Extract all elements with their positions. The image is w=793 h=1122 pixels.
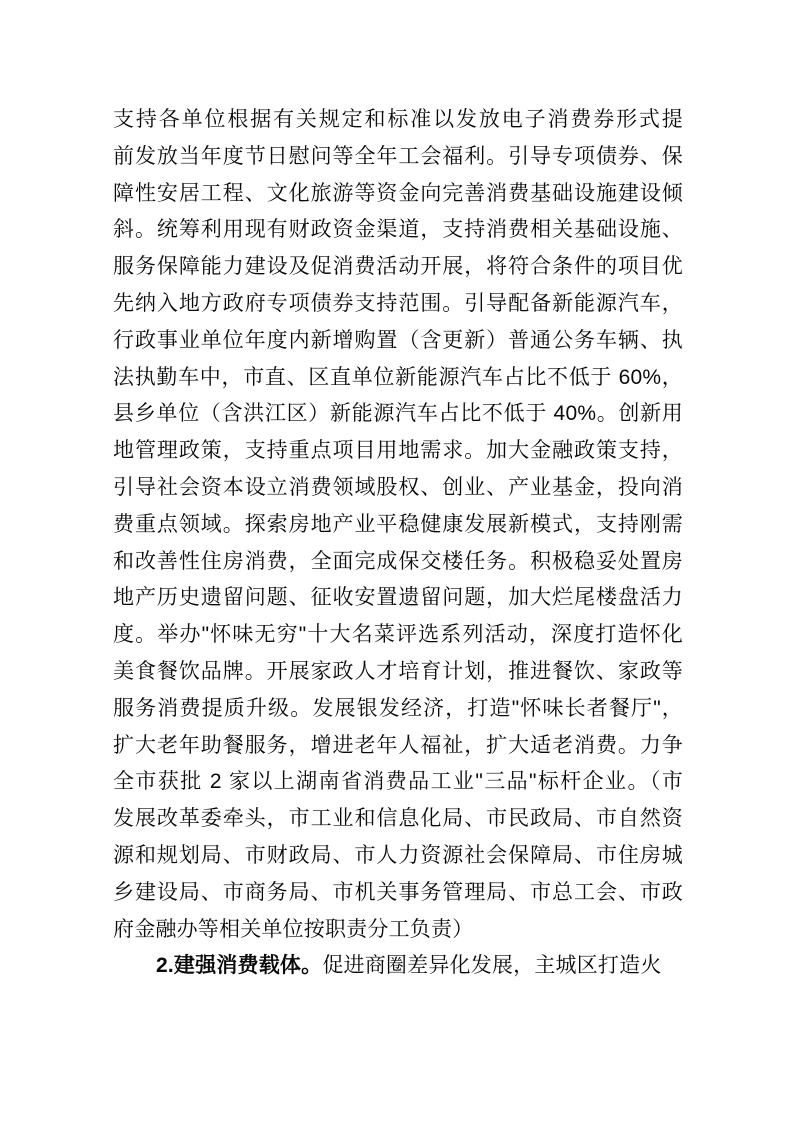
text-segment: 支持各单位根据有关规定和标准以发放电子消费券形式提 [113,108,683,131]
document-body-text [113,102,683,985]
bold-text-segment: 2.建强消费载体。 [156,954,323,978]
text-segment: 县乡单位（含洪江区）新能源汽车占比不低于 40%。创新用 [113,402,683,426]
text-line [113,102,683,139]
text-segment: 度。举办"怀味无穷"十大名菜评选系列活动，深度打造怀化 [113,623,683,647]
text-segment: 发展改革委牵头，市工业和信息化局、市民政局、市自然资 [113,807,683,831]
text-line [113,728,683,765]
text-line [113,286,683,323]
text-segment: 服务保障能力建设及促消费活动开展，将符合条件的项目优 [113,255,683,279]
text-line [113,249,683,286]
text-segment: 费重点领域。探索房地产业平稳健康发展新模式，支持刚需 [113,512,683,536]
text-line [113,544,683,581]
text-segment: 和改善性住房消费，全面完成保交楼任务。积极稳妥处置房 [113,549,683,573]
text-segment: 促进商圈差异化发展，主城区打造火 [322,954,662,978]
text-line [113,838,683,875]
text-line [113,470,683,507]
text-segment: 扩大老年助餐服务，增进老年人福祉，扩大适老消费。力争 [113,733,683,757]
text-line [113,654,683,691]
text-line [113,617,683,654]
text-segment: 美食餐饮品牌。开展家政人才培育计划，推进餐饮、家政等 [113,659,683,683]
text-segment: 地管理政策，支持重点项目用地需求。加大金融政策支持， [113,439,683,463]
text-segment: 障性安居工程、文化旅游等资金向完善消费基础设施建设倾 [113,181,683,205]
text-segment: 行政事业单位年度内新增购置（含更新）普通公务车辆、执 [113,328,683,352]
text-line [113,139,683,176]
text-segment: 斜。统筹利用现有财政资金渠道，支持消费相关基础设施、 [113,218,683,242]
text-segment: 先纳入地方政府专项债券支持范围。引导配备新能源汽车， [113,291,683,315]
text-line [113,801,683,838]
text-segment: 法执勤车中，市直、区直单位新能源汽车占比不低于 60%， [113,365,683,389]
text-segment: 地产历史遗留问题、征收安置遗留问题，加大烂尾楼盘活力 [113,586,683,610]
text-segment: 源和规划局、市财政局、市人力资源社会保障局、市住房城 [113,843,683,867]
text-line [113,580,683,617]
text-line [113,875,683,912]
text-segment: 府金融办等相关单位按职责分工负责） [113,917,474,941]
text-line [113,360,683,397]
text-line [113,176,683,213]
text-line [113,912,683,949]
text-line [113,948,683,985]
text-segment: 全市获批 2 家以上湖南省消费品工业"三品"标杆企业。（市 [113,770,683,794]
text-segment: 乡建设局、市商务局、市机关事务管理局、市总工会、市政 [113,880,683,904]
text-line [113,323,683,360]
text-line [113,507,683,544]
text-segment: 前发放当年度节日慰问等全年工会福利。引导专项债券、保 [113,144,683,168]
text-segment: 服务消费提质升级。发展银发经济，打造"怀味长者餐厅"， [113,696,683,720]
text-line [113,212,683,249]
text-line [113,764,683,801]
text-line [113,433,683,470]
text-segment: 引导社会资本设立消费领域股权、创业、产业基金，投向消 [113,475,683,499]
text-line [113,691,683,728]
text-line [113,396,683,433]
